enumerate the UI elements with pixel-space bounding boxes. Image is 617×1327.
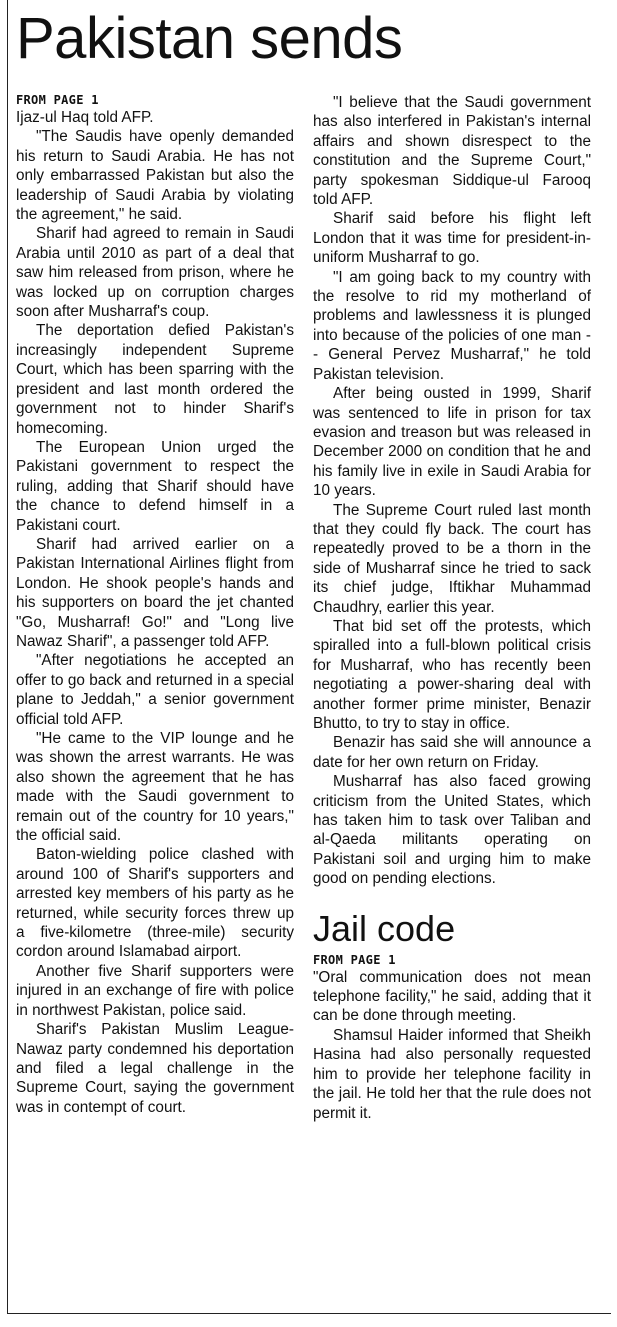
body-paragraph: Shamsul Haider informed that Sheikh Hasina had also personally requested him to provide her telephone facility in the jail. He told her that the rule does not permit it. xyxy=(313,1026,591,1122)
body-paragraph: The Supreme Court ruled last month that they could fly back. The court has repeatedly proved to be a thorn in the side of Musharraf since he tried to sack its chief judge, Iftikhar Muhammad Chaudhry, earlier this year. xyxy=(313,501,591,616)
secondary-headline: Jail code xyxy=(313,907,456,949)
main-kicker: FROM PAGE 1 xyxy=(16,93,99,107)
body-paragraph: After being ousted in 1999, Sharif was sentenced to life in prison for tax evasion and treason but was released in December 2000 on condition that he and his family live in exile in Saudi Arabia for 10 years. xyxy=(313,385,591,500)
article-column-left xyxy=(16,93,294,1117)
secondary-kicker: FROM PAGE 1 xyxy=(313,952,396,967)
body-paragraph: Sharif's Pakistan Muslim League-Nawaz party condemned his deportation and filed a legal challenge in the Supreme Court, saying the government was in contempt of court. xyxy=(16,1021,294,1116)
body-paragraph: Baton-wielding police clashed with around 100 of Sharif's supporters and arrested key members of his party as he returned, while security forces threw up a five-kilometre (three-mile) security cordon around Islamabad airport. xyxy=(16,846,294,961)
body-paragraph: Another five Sharif supporters were injured in an exchange of fire with police in northwest Pakistan, police said. xyxy=(16,962,294,1019)
body-paragraph: The deportation defied Pakistan's increasingly independent Supreme Court, which has been sparring with the president and last month ordered the government not to hinder Sharif's homecoming. xyxy=(16,322,294,437)
body-paragraph: Sharif had arrived earlier on a Pakistan International Airlines flight from London. He shook people's hands and his supporters on board the jet chanted "Go, Musharraf! Go!" and "Long live Nawaz Sharif", a passenger told AFP. xyxy=(16,535,294,650)
body-paragraph: Sharif had agreed to remain in Saudi Arabia until 2010 as part of a deal that saw him released from prison, where he was locked up on corruption charges soon after Musharraf's coup. xyxy=(16,225,294,321)
body-paragraph: "Oral communication does not mean telephone facility," he said, adding that it can be done through meeting. xyxy=(313,968,591,1025)
body-paragraph: "He came to the VIP lounge and he was shown the arrest warrants. He was also shown the agreement that he has made with the Saudi government to remain out of the country for 10 years," the official said. xyxy=(16,730,294,845)
body-paragraph: The European Union urged the Pakistani government to respect the ruling, adding that Sharif should have the chance to defend himself in a Pakistani court. xyxy=(16,438,294,534)
body-paragraph: That bid set off the protests, which spiralled into a full-blown political crisis for Musharraf, who has recently been negotiating a power-sharing deal with another former prime minister, Benazir Bhutto, to try to stay in office. xyxy=(313,617,591,732)
body-paragraph: "I am going back to my country with the resolve to rid my motherland of problems and lawlessness it is plunged into because of the policies of one man -- General Pervez Musharraf," he told Pakistan television. xyxy=(313,268,591,383)
body-paragraph: "The Saudis have openly demanded his return to Saudi Arabia. He has not only embarrassed Pakistan but also the leadership of Saudi Arabia by violating the agreement," he said. xyxy=(16,128,294,224)
main-headline: Pakistan sends xyxy=(16,6,403,71)
column-rule-bottom xyxy=(7,1313,611,1314)
column-rule-left xyxy=(7,0,8,1314)
body-paragraph: "I believe that the Saudi government has also interfered in Pakistan's internal affairs and shown disrespect to the constitution and the Supreme Court," party spokesman Siddique-ul Farooq told AFP. xyxy=(313,94,591,209)
body-paragraph: Ijaz-ul Haq told AFP. xyxy=(16,109,154,126)
body-paragraph: Benazir has said she will announce a date for her own return on Friday. xyxy=(313,734,591,771)
body-paragraph: Musharraf has also faced growing criticism from the United States, which has taken him to task over Taliban and al-Qaeda militants operating on Pakistani soil and urging him to make good on pending elections. xyxy=(313,773,591,888)
body-paragraph: Sharif said before his flight left London that it was time for president-in-uniform Musharraf to go. xyxy=(313,210,591,267)
body-paragraph: "After negotiations he accepted an offer to go back and returned in a special plane to Jeddah," a senior government official told AFP. xyxy=(16,652,294,728)
article-column-right xyxy=(313,93,591,1123)
